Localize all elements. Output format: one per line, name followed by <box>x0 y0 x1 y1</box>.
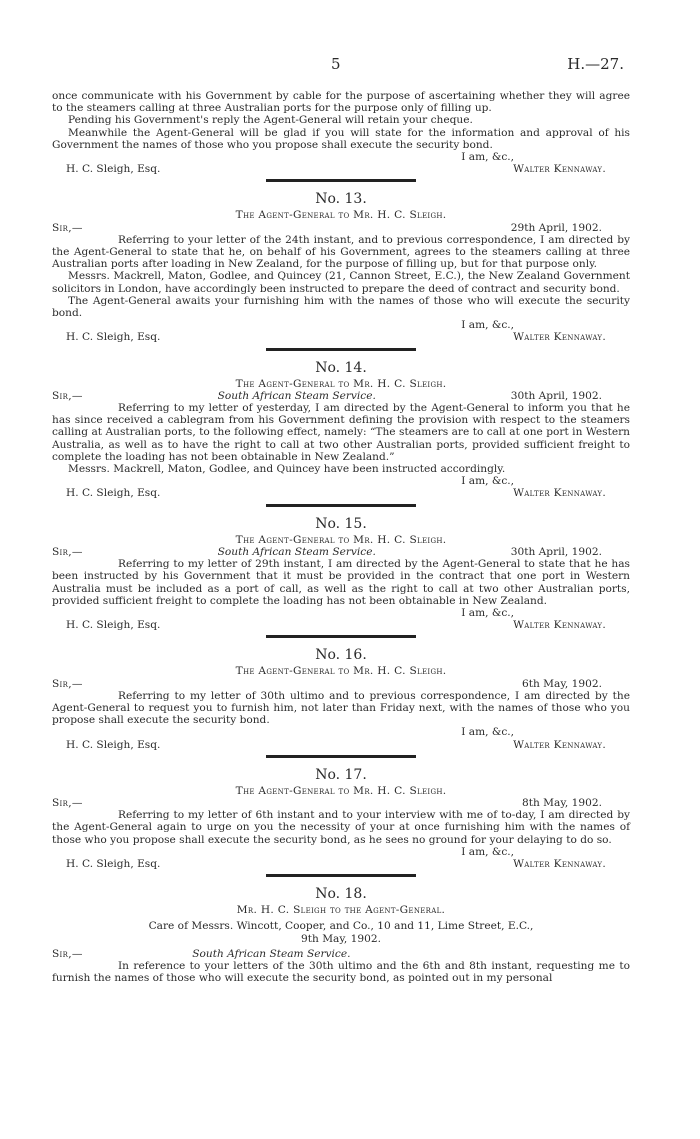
signature: Walter Kennaway. <box>513 619 606 632</box>
salutation-row <box>52 678 630 690</box>
signature: Walter Kennaway. <box>513 331 606 344</box>
letter-no-15 <box>52 515 630 639</box>
subject: South African Steam Service. <box>192 947 351 960</box>
subject: South African Steam Service. <box>217 389 376 402</box>
paragraph: Referring to my letter of 29th instant, I am directed by the Agent-General to state that he has been instructed by his Government that it must be provided in the contract that one port in Western Australia must be included as a port of call, as well as the right to call at two other Australian ports, provided sufficient freight to complete the loading has not been obtainable in New Zealand. <box>52 558 630 607</box>
signature-line <box>52 739 630 751</box>
letter-number: No. 18. <box>315 886 367 903</box>
paragraph: Messrs. Mackrell, Maton, Godlee, and Quincey have been instructed accordingly. <box>68 463 506 476</box>
page-header <box>0 55 700 76</box>
section-divider <box>266 348 416 351</box>
signature: Walter Kennaway. <box>513 738 606 751</box>
closing: I am, &c., <box>461 845 514 858</box>
paragraph: Referring to your letter of the 24th instant, and to previous correspondence, I am directed by the Agent-General to state that he, on behalf of his Government, agrees to the steamers calling at three Australian ports after loading in New Zealand, for the purpose of filling up, but for that purpose only. <box>52 233 630 271</box>
letter-no-18 <box>52 885 630 984</box>
salutation: Sir,— <box>52 796 83 809</box>
signature-line <box>52 619 630 631</box>
letter-caption: The Agent-General to Mr. H. C. Sleigh. <box>235 784 447 797</box>
salutation: Sir,— <box>52 389 83 402</box>
signature: Walter Kennaway. <box>513 857 606 870</box>
paragraph: In reference to your letters of the 30th ultimo and the 6th and 8th instant, requesting me to furnish the names of those who will execute the security bond, as pointed out in my personal <box>52 959 630 985</box>
letter-no-17 <box>52 766 630 877</box>
salutation-row <box>52 546 630 558</box>
letter-caption: The Agent-General to Mr. H. C. Sleigh. <box>235 665 447 678</box>
salutation: Sir,— <box>52 677 83 690</box>
addressee: H. C. Sleigh, Esq. <box>66 738 161 751</box>
letter-number: No. 15. <box>315 515 367 532</box>
section-divider <box>266 874 416 877</box>
letter-date: 8th May, 1902. <box>521 796 602 809</box>
closing: I am, &c., <box>461 475 514 488</box>
paragraph: Referring to my letter of yesterday, I am directed by the Agent-General to inform you that he has since received a cablegram from his Government defining the provision with respect to the steamers calling at Australian ports, to the following effect, namely: “The steamers are to call at one port in Western Australia, as well as to have the right to call at two other Australian ports, provided sufficient freight to complete the loading has not been obtainable in New Zealand.” <box>52 402 630 463</box>
subject: South African Steam Service. <box>217 545 376 558</box>
paragraph: once communicate with his Government by cable for the purpose of ascertaining whether they will agree to the steamers calling at three Australian ports for the purpose only of filling up. <box>52 90 630 115</box>
letter-date: 30th April, 1902. <box>510 389 602 402</box>
letter-date: 29th April, 1902. <box>510 221 602 234</box>
closing: I am, &c., <box>461 151 514 164</box>
salutation-row <box>52 390 630 402</box>
intro-letter <box>52 90 630 182</box>
salutation: Sir,— <box>52 947 83 960</box>
letter-number: No. 13. <box>315 191 367 208</box>
signature: Walter Kennaway. <box>513 163 606 176</box>
section-divider <box>266 504 416 507</box>
paragraph: Messrs. Mackrell, Maton, Godlee, and Quincey (21, Cannon Street, E.C.), the New Zealand Government solicitors in London, have accordingly been instructed to prepare the deed of contract and security bond. <box>52 270 630 295</box>
letter-date: 30th April, 1902. <box>510 545 602 558</box>
letter-caption: The Agent-General to Mr. H. C. Sleigh. <box>235 533 447 546</box>
sender-address: Care of Messrs. Wincott, Cooper, and Co., 10 and 11, Lime Street, E.C., <box>148 920 534 933</box>
salutation: Sir,— <box>52 545 83 558</box>
closing: I am, &c., <box>461 606 514 619</box>
signature-line <box>52 163 630 175</box>
letter-no-14 <box>52 359 630 507</box>
addressee: H. C. Sleigh, Esq. <box>66 857 161 870</box>
salutation-row <box>52 948 630 960</box>
letter-number: No. 16. <box>315 647 367 664</box>
addressee: H. C. Sleigh, Esq. <box>66 619 161 632</box>
paragraph: Meanwhile the Agent-General will be glad if you will state for the information and approval of his Government the names of those who you propose shall execute the security bond. <box>52 126 630 151</box>
addressee: H. C. Sleigh, Esq. <box>66 163 161 176</box>
salutation-row <box>52 222 630 234</box>
closing: I am, &c., <box>461 319 514 332</box>
section-divider <box>266 755 416 758</box>
page-number: 5 <box>331 55 341 73</box>
letter-date: 6th May, 1902. <box>521 677 602 690</box>
letter-no-13 <box>52 190 630 350</box>
letter-caption: Mr. H. C. Sleigh to the Agent-General. <box>236 904 446 917</box>
section-divider <box>266 179 416 182</box>
letter-caption: The Agent-General to Mr. H. C. Sleigh. <box>235 377 447 390</box>
signature: Walter Kennaway. <box>513 487 606 500</box>
addressee: H. C. Sleigh, Esq. <box>66 487 161 500</box>
paragraph: Referring to my letter of 30th ultimo and to previous correspondence, I am directed by the Agent-General to request you to furnish him, not later than Friday next, with the names of those who you propose shall execute the security bond. <box>52 689 630 727</box>
closing: I am, &c., <box>461 726 514 739</box>
signature-line <box>52 331 630 343</box>
document-body <box>52 90 630 984</box>
addressee: H. C. Sleigh, Esq. <box>66 331 161 344</box>
signature-line <box>52 487 630 499</box>
letter-caption: The Agent-General to Mr. H. C. Sleigh. <box>235 209 447 222</box>
letter-no-16 <box>52 646 630 757</box>
letter-number: No. 17. <box>315 766 367 783</box>
salutation-row <box>52 797 630 809</box>
paragraph: The Agent-General awaits your furnishing him with the names of those who will execute the security bond. <box>52 294 630 320</box>
letter-number: No. 14. <box>315 359 367 376</box>
signature-line <box>52 858 630 870</box>
paragraph: Referring to my letter of 6th instant and to your interview with me of to-day, I am directed by the Agent-General again to urge on you the necessity of your at once furnishing him with the names of those who you propose shall execute the security bond, as he sees no ground for your delaying to do so. <box>52 809 630 846</box>
paper-reference: H.—27. <box>567 55 624 73</box>
paragraph: Pending his Government's reply the Agent-General will retain your cheque. <box>68 114 473 127</box>
section-divider <box>266 635 416 638</box>
salutation: Sir,— <box>52 221 83 234</box>
letter-date: 9th May, 1902. <box>301 932 381 945</box>
